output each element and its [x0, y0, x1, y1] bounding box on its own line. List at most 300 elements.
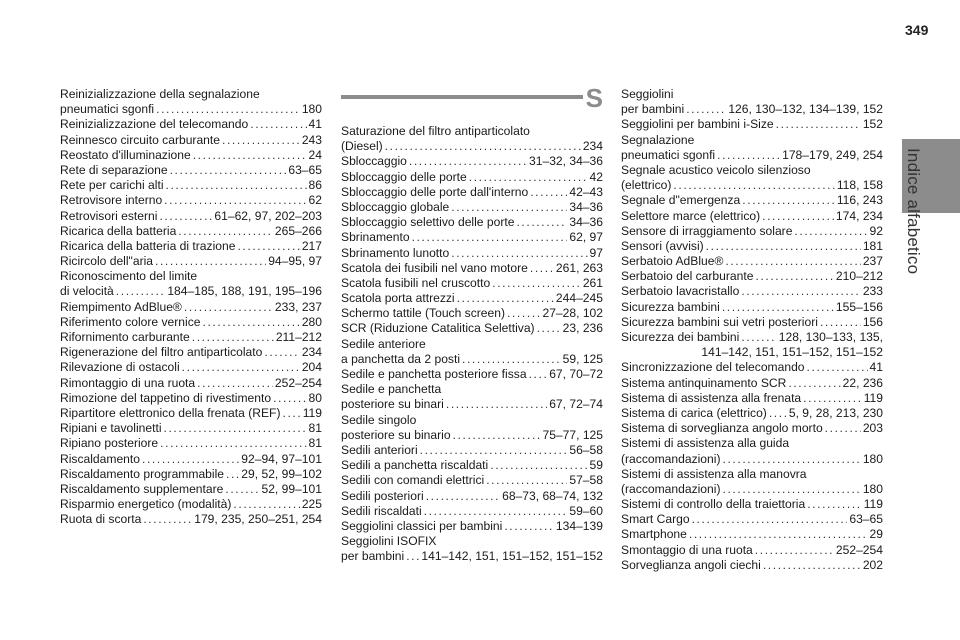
index-entry-pages: 180: [301, 102, 322, 117]
dot-leader: [807, 497, 862, 512]
index-entry-term: pneumatici sgonfi: [621, 147, 716, 162]
index-entry-term: Sbloccaggio: [341, 154, 407, 169]
section-header-s: [341, 83, 603, 113]
index-entry-term: Scatola porta attrezzi: [341, 291, 455, 306]
index-entry: [60, 512, 322, 527]
dot-leader: [755, 269, 833, 284]
index-entry-term: Sincronizzazione del telecomando: [621, 360, 805, 375]
index-entry: [60, 133, 322, 148]
index-entry-pages: 233: [862, 284, 883, 299]
dot-leader: [762, 209, 834, 224]
index-entry: [341, 458, 603, 473]
index-entry-term: Rete di separazione: [60, 162, 168, 177]
index-entry-term: Smartphone: [621, 527, 687, 542]
index-entry: [341, 534, 603, 549]
index-entry: [60, 209, 322, 224]
index-entry-pages: 42: [589, 169, 603, 184]
index-entry-term: Segnalazione: [621, 132, 695, 147]
index-entry-pages: 174, 234: [835, 208, 883, 223]
index-entry: [60, 452, 322, 467]
index-entry-pages: 81: [308, 421, 322, 436]
dot-leader: [507, 306, 540, 321]
index-entry-pages: 237: [862, 254, 883, 269]
index-entry-term: Sorveglianza angoli ciechi: [621, 557, 761, 572]
dot-leader: [457, 291, 554, 306]
index-entry: [341, 124, 603, 139]
dot-leader: [807, 360, 868, 375]
dot-leader: [420, 443, 568, 458]
index-entry: [621, 133, 883, 148]
index-entry-term: Reinizializzazione del telecomando: [60, 117, 249, 132]
index-entry-pages: 41: [869, 360, 883, 375]
dot-leader: [469, 170, 588, 185]
dot-leader: [722, 300, 834, 315]
dot-leader: [504, 519, 554, 534]
index-entry: [60, 269, 322, 284]
index-entry-term: Reinnesco circuito carburante: [60, 132, 220, 147]
index-entry: [341, 215, 603, 230]
index-entry: [621, 452, 883, 467]
index-entry-term: Seggiolini ISOFIX: [341, 534, 437, 549]
dot-leader: [516, 215, 567, 230]
index-entry-pages: 94–95, 97: [268, 254, 322, 269]
index-entry-term: posteriore su binari: [341, 397, 444, 412]
dot-leader: [763, 558, 861, 573]
dot-leader: [233, 497, 299, 512]
index-entry-pages: 34–36: [569, 199, 603, 214]
index-entry-pages: 217: [301, 238, 322, 253]
dot-leader: [722, 452, 860, 467]
index-entry: [621, 193, 883, 208]
index-entry: [621, 300, 883, 315]
index-entry-pages: 225: [301, 497, 322, 512]
index-entry: [341, 261, 603, 276]
index-entry-term: Ripartitore elettronico della frenata (REF): [60, 405, 281, 420]
index-entry: [341, 154, 603, 169]
index-entry-term: Riempimento AdBlue®: [60, 299, 182, 314]
index-entry-pages: 265–266: [274, 223, 322, 238]
index-entry-term: Saturazione del filtro antiparticolato: [341, 124, 530, 138]
index-column-1: [60, 87, 322, 527]
index-entry: [621, 421, 883, 436]
index-entry-term: Sbrinamento: [341, 230, 410, 245]
index-entry: [621, 330, 883, 345]
index-entry-pages: 234: [582, 139, 603, 154]
index-entry-term: Riscaldamento programmabile: [60, 466, 225, 481]
index-entry: [621, 436, 883, 451]
dot-leader: [226, 467, 239, 482]
index-entry-pages: 31–32, 34–36: [529, 154, 603, 169]
index-entry-pages: 75–77, 125: [542, 427, 603, 442]
index-entry-pages: 155–156: [835, 299, 883, 314]
index-entry-term: Ripiano posteriore: [60, 436, 159, 451]
index-entry-term: Segnale acustico veicolo silenzioso: [621, 162, 811, 177]
index-entry: [60, 224, 322, 239]
dot-leader: [794, 224, 867, 239]
dot-leader: [116, 284, 166, 299]
index-entry-term: Seggiolini per bambini i-Size: [621, 117, 774, 132]
dot-leader: [530, 185, 567, 200]
dot-leader: [424, 504, 568, 519]
index-entry-term: Serbatoio lavacristallo: [621, 284, 740, 299]
index-entry-term: Segnale d"emergenza: [621, 193, 741, 208]
dot-leader: [155, 254, 266, 269]
dot-leader: [486, 473, 567, 488]
index-entry-pages: 59, 125: [562, 351, 603, 366]
index-entry-term: Rilevazione di ostacoli: [60, 360, 180, 375]
dot-leader: [529, 367, 548, 382]
index-entry-pages: 233, 237: [274, 299, 322, 314]
index-entry: [341, 321, 603, 336]
index-entry-pages: 126, 130–132, 134–139, 152: [728, 102, 883, 117]
index-entry: [60, 193, 322, 208]
index-entry: [341, 185, 603, 200]
index-entry-term: Smart Cargo: [621, 512, 690, 527]
index-entry-pages: 118, 158: [836, 178, 883, 193]
index-entry: [60, 421, 322, 436]
index-entry-pages: 204: [301, 360, 322, 375]
dot-leader: [490, 458, 587, 473]
index-entry: [341, 352, 603, 367]
index-entry-term: Retrovisori esterni: [60, 208, 158, 223]
index-entry-term: Riscaldamento: [60, 451, 140, 466]
index-entry-pages: 261: [582, 275, 603, 290]
index-entry: [341, 276, 603, 291]
dot-leader: [160, 436, 306, 451]
index-entry-pages: 63–65: [288, 162, 322, 177]
dot-leader: [741, 284, 861, 299]
dot-leader: [164, 421, 307, 436]
index-entry-term: Sicurezza bambini: [621, 299, 720, 314]
section-divider-bar: [341, 95, 583, 99]
index-entry: [621, 558, 883, 573]
index-entry-pages: 210–212: [835, 269, 883, 284]
index-entry: [621, 224, 883, 239]
index-entry-term: Selettore marce (elettrico): [621, 208, 761, 223]
index-entry-term: Sensori (avvisi): [621, 238, 704, 253]
index-entry: [60, 284, 322, 299]
index-entry-term: Seggiolini: [621, 87, 674, 101]
index-entry: [60, 345, 322, 360]
index-entry-term: Rete per carichi alti: [60, 178, 164, 193]
index-entry: [341, 428, 603, 443]
index-entry: [621, 269, 883, 284]
index-entry-pages: 63–65: [849, 512, 883, 527]
dot-leader: [142, 452, 239, 467]
index-entry: [60, 467, 322, 482]
dot-leader: [692, 512, 848, 527]
index-entry-pages: 244–245: [555, 291, 603, 306]
index-entry: [621, 87, 883, 102]
side-tab-label: Indice alfabetico: [904, 148, 923, 275]
index-entry: [60, 360, 322, 375]
index-entry-term: Retrovisore interno: [60, 193, 163, 208]
index-entry: [60, 315, 322, 330]
index-entry: [60, 497, 322, 512]
index-entry-term: SCR (Riduzione Catalitica Selettiva): [341, 321, 535, 336]
index-entry: [621, 512, 883, 527]
dot-leader: [192, 330, 274, 345]
index-column-2: [341, 124, 603, 564]
index-entry-term: Sistema di carica (elettrico): [621, 405, 767, 420]
index-entry-pages: 152: [862, 117, 883, 132]
dot-leader: [197, 376, 273, 391]
index-entry-term: Sbloccaggio delle porte: [341, 169, 467, 184]
dot-leader: [159, 209, 212, 224]
index-entry-term: (raccomandazioni): [621, 481, 721, 496]
index-entry-term: Sistema antinquinamento SCR: [621, 375, 787, 390]
index-entry: [621, 254, 883, 269]
dot-leader: [741, 330, 776, 345]
dot-leader: [769, 406, 787, 421]
index-entry: [60, 178, 322, 193]
index-entry: [341, 230, 603, 245]
index-entry: [621, 239, 883, 254]
index-entry-pages: 252–254: [835, 542, 883, 557]
dot-leader: [462, 352, 561, 367]
dot-leader: [537, 321, 561, 336]
index-entry-pages: 68–73, 68–74, 132: [502, 488, 603, 503]
index-entry-term: Sedili a panchetta riscaldati: [341, 458, 489, 473]
index-entry: [341, 397, 603, 412]
dot-leader: [273, 391, 306, 406]
index-entry: [60, 330, 322, 345]
dot-leader: [706, 239, 861, 254]
index-entry-term: Sedili anteriori: [341, 442, 418, 457]
index-entry: [621, 527, 883, 542]
index-entry: [621, 284, 883, 299]
index-entry-pages: 22, 236: [842, 375, 883, 390]
index-entry: [621, 102, 883, 117]
index-entry-term: Sistemi di controllo della traiettoria: [621, 497, 806, 512]
index-entry-term: Sbloccaggio globale: [341, 199, 450, 214]
dot-leader: [282, 406, 300, 421]
index-entry-pages: 24: [308, 147, 322, 162]
dot-leader: [717, 148, 780, 163]
index-entry: [341, 489, 603, 504]
dot-leader: [412, 230, 568, 245]
index-entry-pages: 141–142, 151, 151–152, 151–152: [701, 345, 883, 360]
index-entry-pages: 280: [301, 314, 322, 329]
index-entry-pages: 29: [869, 527, 883, 542]
dot-leader: [451, 246, 587, 261]
index-entry-pages: 184–185, 188, 191, 195–196: [167, 284, 322, 299]
index-entry: [621, 209, 883, 224]
dot-leader: [673, 178, 834, 193]
index-entry-pages: 62: [308, 193, 322, 208]
index-entry-pages: 92–94, 97–101: [241, 451, 322, 466]
dot-leader: [222, 133, 300, 148]
index-entry-term: Sedili con comandi elettrici: [341, 473, 485, 488]
index-entry-term: Sicurezza dei bambini: [621, 330, 740, 344]
index-entry: [621, 315, 883, 330]
index-entry-pages: 57–58: [569, 473, 603, 488]
dot-leader: [492, 276, 581, 291]
index-entry-term: Rifornimento carburante: [60, 330, 190, 344]
index-entry: [621, 406, 883, 421]
index-entry: [341, 139, 603, 154]
index-entry: [60, 117, 322, 132]
index-entry: [60, 254, 322, 269]
index-entry-pages: 97: [589, 245, 603, 260]
index-entry-pages: 156: [862, 314, 883, 329]
dot-leader: [170, 163, 287, 178]
index-entry-term: Smontaggio di una ruota: [621, 542, 753, 557]
index-entry-term: Rimontaggio di una ruota: [60, 375, 196, 390]
index-entry-term: per bambini: [341, 549, 405, 564]
index-entry-pages: 29, 52, 99–102: [241, 466, 322, 481]
index-entry: [60, 300, 322, 315]
index-entry-term: Schermo tattile (Touch screen): [341, 306, 506, 321]
index-entry-pages: 5, 9, 28, 213, 230: [788, 405, 883, 420]
index-entry-term: Risparmio energetico (modalità): [60, 497, 232, 512]
dot-leader: [820, 315, 861, 330]
dot-leader: [722, 482, 860, 497]
index-entry-pages: 134–139: [555, 518, 603, 533]
index-entry-term: Riferimento colore vernice: [60, 314, 201, 329]
index-entry: [341, 519, 603, 534]
index-entry-pages: 61–62, 97, 202–203: [214, 208, 322, 223]
index-entry: [621, 360, 883, 375]
index-entry-term: Sbloccaggio selettivo delle porte: [341, 215, 515, 230]
dot-leader: [264, 345, 299, 360]
index-entry-pages: 179, 235, 250–251, 254: [194, 512, 322, 527]
index-entry-term: Rimozione del tappetino di rivestimento: [60, 390, 272, 405]
index-entry-term: Sensore di irraggiamento solare: [621, 223, 793, 238]
index-entry-pages: 67, 70–72: [549, 367, 603, 381]
section-letter: S: [585, 83, 603, 113]
index-entry-term: Reostato d'illuminazione: [60, 147, 191, 162]
page-number: 349: [905, 22, 929, 38]
index-entry-pages: 80: [308, 390, 322, 405]
index-entry-term: Scatola fusibili nel cruscotto: [341, 275, 491, 290]
dot-leader: [725, 254, 860, 269]
index-entry-pages: 62, 97: [569, 230, 603, 245]
index-entry-term: (Diesel): [341, 139, 383, 154]
dot-leader: [803, 391, 862, 406]
index-entry-pages: 261, 263: [555, 260, 603, 275]
index-entry: [60, 87, 322, 102]
index-entry-pages: 27–28, 102: [542, 306, 603, 321]
index-entry-term: (elettrico): [621, 178, 672, 193]
index-entry-term: Sbloccaggio delle porte dall'interno: [341, 184, 529, 199]
dot-leader: [182, 360, 300, 375]
index-entry-pages: 119: [302, 405, 322, 420]
dot-leader: [686, 102, 726, 117]
index-entry-term: (raccomandazioni): [621, 451, 721, 466]
index-entry-term: Serbatoio AdBlue®: [621, 254, 724, 269]
index-entry: [621, 148, 883, 163]
index-entry: [341, 367, 603, 382]
index-entry-term: Ricircolo dell"aria: [60, 254, 154, 269]
dot-leader: [225, 482, 259, 497]
index-entry-term: Riconoscimento del limite: [60, 269, 198, 284]
index-entry-pages: 119: [863, 390, 883, 405]
index-entry-term: Seggiolini classici per bambini: [341, 518, 503, 533]
index-entry: [341, 291, 603, 306]
dot-leader: [788, 376, 840, 391]
index-entry: [60, 102, 322, 117]
index-entry: [621, 467, 883, 482]
index-entry: [60, 376, 322, 391]
index-entry: [341, 170, 603, 185]
index-entry-term: pneumatici sgonfi: [60, 102, 155, 117]
index-entry-pages: 180: [862, 481, 883, 496]
dot-leader: [237, 239, 299, 254]
index-entry: [341, 549, 603, 564]
index-entry-term: Ripiani e tavolinetti: [60, 421, 162, 436]
dot-leader: [742, 193, 835, 208]
index-entry: [341, 200, 603, 215]
index-entry-pages: 243: [301, 132, 322, 147]
index-entry: [60, 239, 322, 254]
dot-leader: [193, 148, 307, 163]
dot-leader: [166, 178, 307, 193]
dot-leader: [202, 315, 299, 330]
index-entry: [60, 148, 322, 163]
dot-leader: [385, 139, 581, 154]
index-entry: [621, 482, 883, 497]
dot-leader: [250, 117, 306, 132]
index-entry: [341, 246, 603, 261]
index-entry-pages: 23, 236: [562, 321, 603, 336]
index-entry: [621, 543, 883, 558]
index-entry: [341, 443, 603, 458]
index-entry: [60, 391, 322, 406]
index-entry-term: Sicurezza bambini sui vetri posteriori: [621, 314, 818, 329]
index-entry-term: Sistema di assistenza alla frenata: [621, 390, 802, 405]
index-entry-term: posteriore su binario: [341, 427, 451, 442]
index-entry: [621, 497, 883, 512]
index-entry-term: Sistemi di assistenza alla manovra: [621, 466, 807, 481]
index-entry-pages: 34–36: [569, 215, 603, 230]
index-entry-pages: 178–179, 249, 254: [782, 147, 883, 162]
index-entry-term: Sbrinamento lunotto: [341, 245, 450, 260]
dot-leader: [776, 117, 861, 132]
index-entry-pages: 203: [862, 421, 883, 436]
dot-leader: [184, 300, 273, 315]
index-column-3: [621, 87, 883, 573]
index-entry-term: Sedile singolo: [341, 412, 417, 427]
index-entry-term: Serbatoio del carburante: [621, 269, 754, 284]
dot-leader: [143, 512, 192, 527]
index-entry-term: Ricarica della batteria di trazione: [60, 238, 236, 253]
index-entry-pages: 52, 99–101: [261, 481, 322, 496]
index-entry-pages: 41: [308, 117, 322, 132]
index-entry-pages: 56–58: [569, 442, 603, 457]
dot-leader: [689, 527, 868, 542]
index-entry-pages: 234: [301, 345, 322, 360]
index-entry-term: Scatola dei fusibili nel vano motore: [341, 260, 528, 275]
index-entry-pages: 180: [862, 451, 883, 466]
index-entry: [60, 482, 322, 497]
index-entry-pages: 128, 130–133, 135,: [778, 330, 883, 344]
index-entry: [621, 345, 883, 360]
index-entry-pages: 42–43: [569, 184, 603, 199]
index-entry: [60, 163, 322, 178]
index-entry: [621, 391, 883, 406]
index-entry-term: Rigenerazione del filtro antiparticolato: [60, 345, 263, 360]
index-entry: [341, 413, 603, 428]
index-entry-pages: 202: [862, 557, 883, 572]
index-entry-pages: 92: [869, 223, 883, 238]
index-entry: [341, 382, 603, 397]
index-entry-term: Ruota di scorta: [60, 512, 142, 527]
index-entry-pages: 116, 243: [836, 193, 883, 208]
index-entry-pages: 252–254: [274, 375, 322, 390]
index-entry: [621, 117, 883, 132]
index-entry-term: a panchetta da 2 posti: [341, 351, 461, 366]
